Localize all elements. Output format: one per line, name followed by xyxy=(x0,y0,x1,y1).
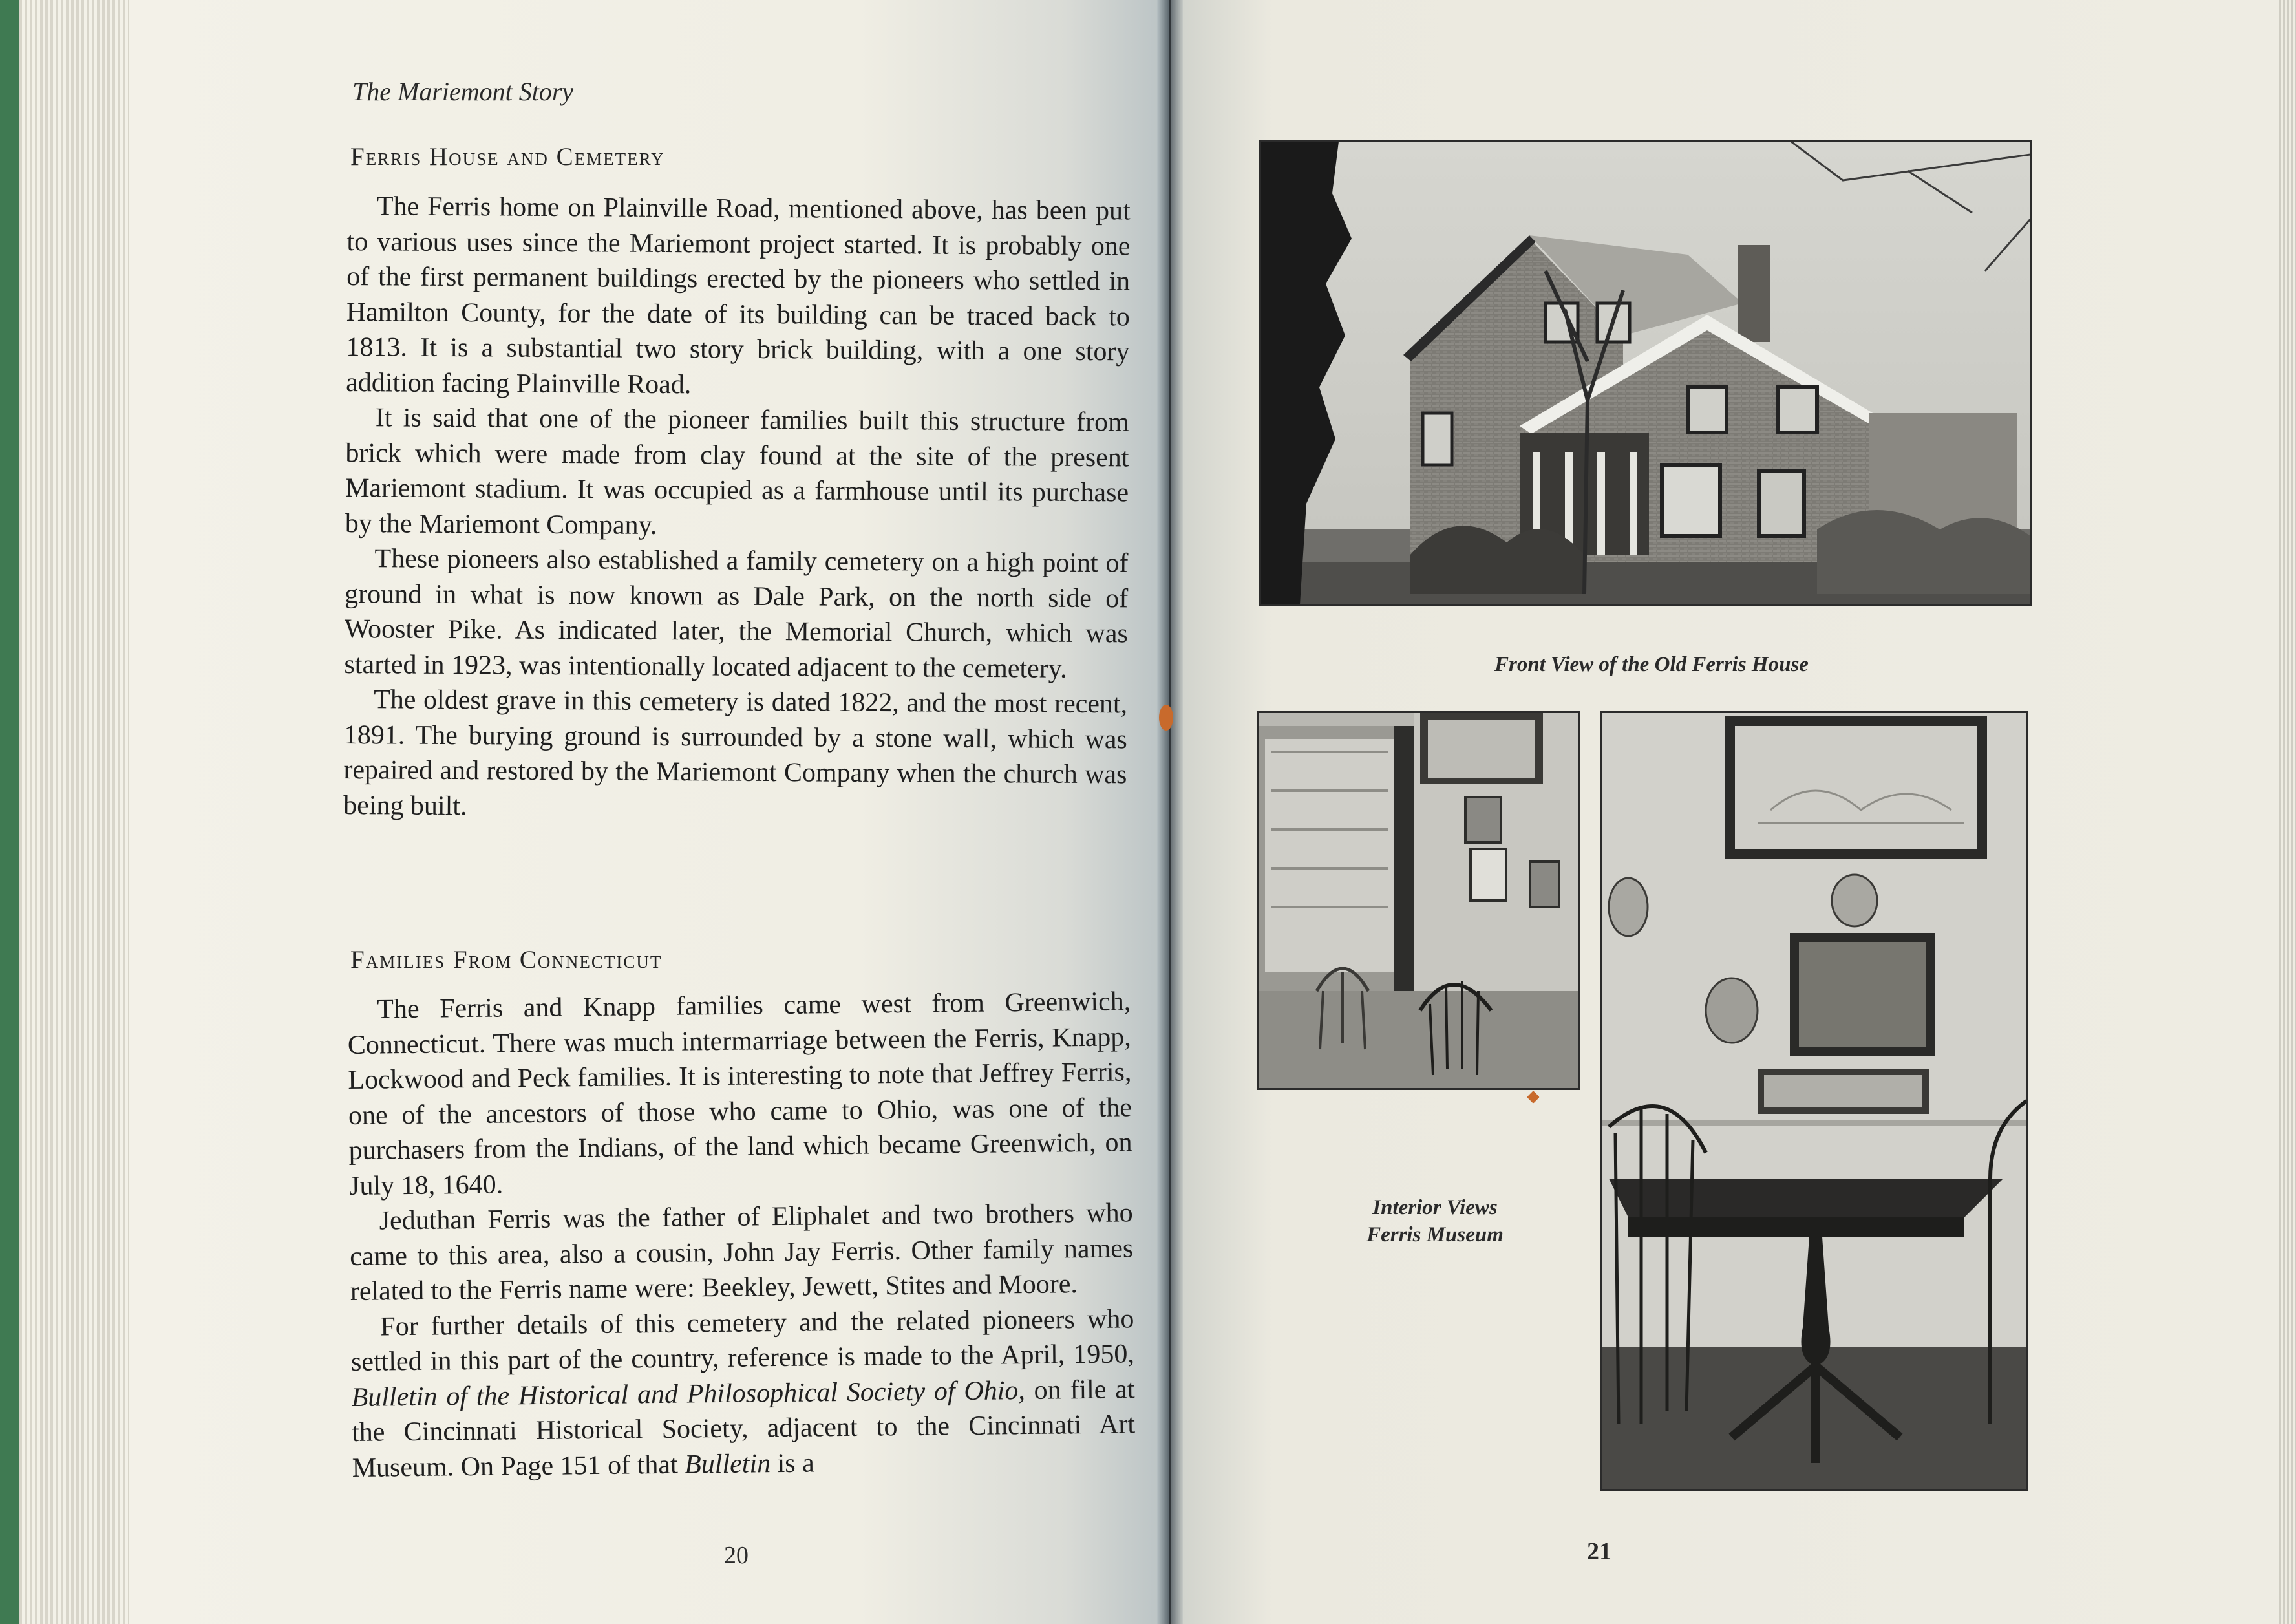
paragraph: It is said that one of the pioneer families built this structure from brick which were made from clay found at the site of the present Mariemont stadium. It was occupied as a farmhouse until its purchase by the Mariemont Company. xyxy=(345,403,1129,540)
stain-mark xyxy=(1159,705,1173,731)
caption-front-view: Front View of the Old Ferris House xyxy=(1494,653,1809,676)
photo-interior-chairs xyxy=(1257,711,1580,1090)
section-heading-families: Families From Connecticut xyxy=(350,946,663,974)
caption-interior-views xyxy=(1338,1194,1532,1248)
paragraph: These pioneers also established a family cemetery on a high point of ground in what is now known as Dale Park, on the north side of Wooster Pike. As indicated later, the Memorial Church, which was started in 1923, was intentionally located adjacent to the cemetery. xyxy=(344,544,1129,684)
body-text-section1 xyxy=(343,189,1131,828)
bulletin-title: Bulletin of the Historical and Philosophical Society of Ohio xyxy=(351,1375,1019,1413)
paragraph-final xyxy=(350,1301,1136,1486)
book-gutter xyxy=(1157,0,1183,1624)
section-heading-ferris-house: Ferris House and Cemetery xyxy=(350,143,665,171)
page-number-left: 20 xyxy=(724,1542,749,1569)
house-illustration xyxy=(1261,142,2030,604)
paragraph: The oldest grave in this cemetery is dated 1822, and the most recent, 1891. The burying ground is surrounded by a stone wall, which was repaired and restored by the Mariemont Company when the church was being built. xyxy=(343,685,1128,821)
paragraph: Jeduthan Ferris was the father of Eliphalet and two brothers who came to this area, also a cousin, John Jay Ferris. Other family names related to the Ferris name were: Beekley, Jewett, Stites and Moore. xyxy=(350,1198,1134,1307)
caption-line-2: Ferris Museum xyxy=(1366,1223,1504,1246)
caption-line-1: Interior Views xyxy=(1372,1196,1498,1219)
left-page-edges xyxy=(19,0,129,1624)
paragraph: The Ferris home on Plainville Road, mentioned above, has been put to various uses since the Mariemont project started. It is probably one of the first permanent buildings erected by the pioneers who settled in Hamilton County, for the date of its building can be traced back to 1813. It is a substantial two story brick building, with a one story addition facing Plainville Road. xyxy=(346,191,1131,400)
text-run: For further details of this cemetery and the related pioneers who settled in this part of the country, reference is made to the April, 1950, xyxy=(350,1303,1135,1377)
interior-illustration-1 xyxy=(1259,713,1578,1088)
text-run: , on file at the Cincinnati Historical Society, adjacent to the Cincinnati Art Museum. On Page 151 of that xyxy=(351,1374,1136,1483)
page-number-right: 21 xyxy=(1587,1538,1611,1565)
interior-illustration-2 xyxy=(1602,713,2026,1489)
body-text-section2 xyxy=(347,984,1136,1486)
photo-interior-table xyxy=(1600,711,2028,1491)
paragraph: The Ferris and Knapp families came west from Greenwich, Connecticut. There was much intermarriage between the Ferris, Knapp, Lockwood and Peck families. It is interesting to note that Jeffrey Ferris, one of the ancestors of those who came to Ohio, was one of the purchasers from the Indians, of the land which became Greenwich, on July 18, 1640. xyxy=(347,987,1132,1201)
right-page-edges xyxy=(2279,0,2296,1624)
bulletin-word: Bulletin xyxy=(684,1448,771,1480)
text-run: is a xyxy=(770,1448,814,1479)
photo-ferris-house-exterior xyxy=(1259,140,2032,606)
running-head: The Mariemont Story xyxy=(352,77,574,106)
